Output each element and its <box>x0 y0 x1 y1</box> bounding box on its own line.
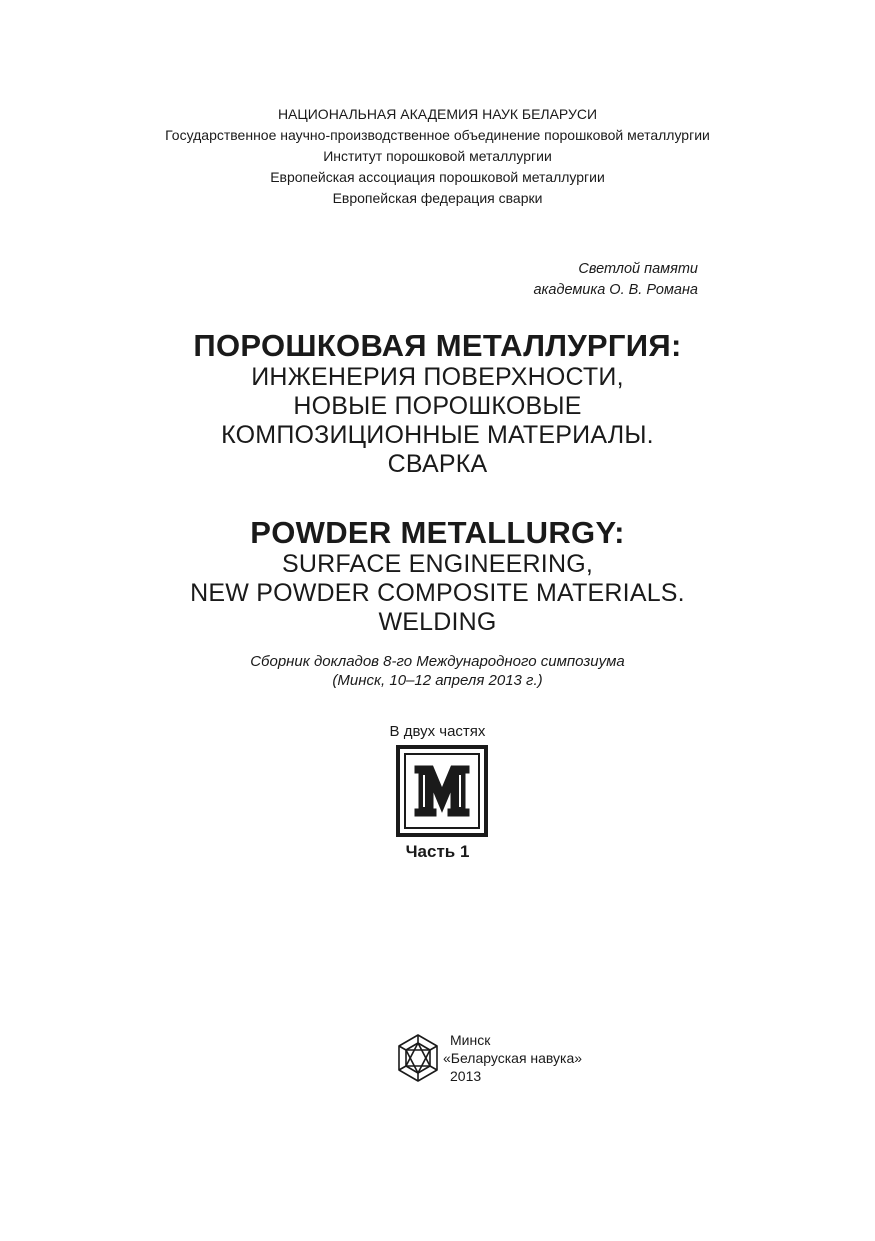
title-ru-line: НОВЫЕ ПОРОШКОВЫЕ <box>293 392 582 420</box>
title-ru-main: ПОРОШКОВАЯ МЕТАЛЛУРГИЯ: <box>193 328 682 363</box>
parts-note: В двух частях <box>389 723 486 740</box>
title-en-main: POWDER METALLURGY: <box>250 515 625 550</box>
organization-line: Европейская федерация сварки <box>332 190 543 206</box>
publisher-city: Минск <box>450 1032 491 1048</box>
title-ru-line: ИНЖЕНЕРИЯ ПОВЕРХНОСТИ, <box>251 363 624 391</box>
organization-line: Государственное научно-производственное объединение порошковой металлургии <box>165 127 710 143</box>
publisher-info <box>443 1031 582 1085</box>
dedication-line-1: Светлой памяти <box>578 261 698 277</box>
title-russian <box>0 329 875 479</box>
part-label: Часть 1 <box>405 842 470 861</box>
letter-m-emblem-icon <box>396 745 488 837</box>
publisher-name: «Беларуская навука» <box>443 1050 583 1066</box>
organizations-block <box>0 104 875 209</box>
organization-line: Европейская ассоциация порошковой металлургии <box>270 169 605 185</box>
title-en-line: SURFACE ENGINEERING, <box>282 550 593 578</box>
collection-subtitle <box>0 652 875 690</box>
dedication-line-2: академика О. В. Романа <box>533 282 698 298</box>
title-ru-line: КОМПОЗИЦИОННЫЕ МАТЕРИАЛЫ. <box>221 421 654 449</box>
organization-line: НАЦИОНАЛЬНАЯ АКАДЕМИЯ НАУК БЕЛАРУСИ <box>277 106 598 122</box>
collection-line-1: Сборник докладов 8-го Международного симпозиума <box>250 653 625 670</box>
title-english <box>0 516 875 637</box>
organization-line: Институт порошковой металлургии <box>323 148 552 164</box>
publisher-year: 2013 <box>450 1068 482 1084</box>
title-en-line: WELDING <box>378 608 497 636</box>
polyhedron-logo-icon <box>395 1033 441 1083</box>
title-ru-line: СВАРКА <box>387 450 488 478</box>
title-en-line: NEW POWDER COMPOSITE MATERIALS. <box>190 579 685 607</box>
collection-line-2: (Минск, 10–12 апреля 2013 г.) <box>332 672 543 689</box>
dedication <box>420 259 698 301</box>
